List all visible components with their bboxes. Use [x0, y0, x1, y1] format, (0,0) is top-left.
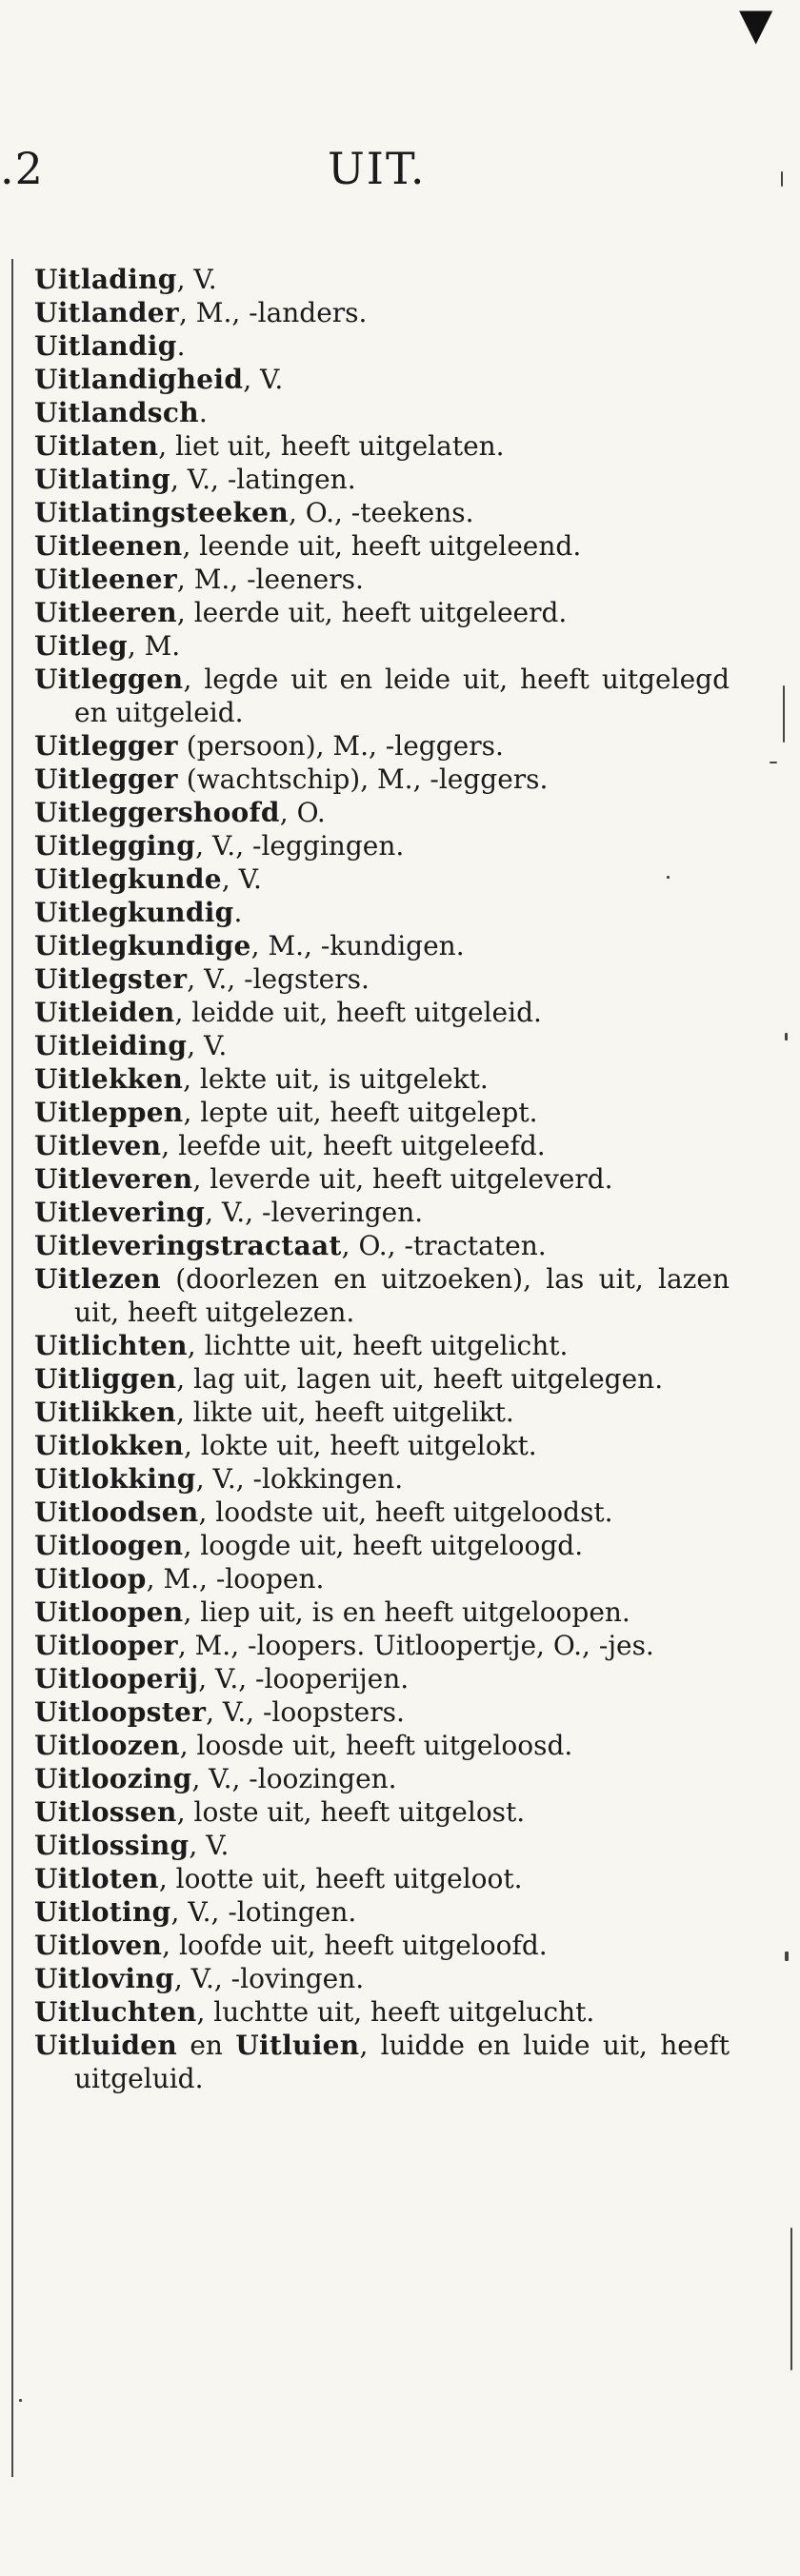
corner-mark: ▼	[739, 0, 773, 50]
entry-definition: , lepte uit, heeft uitgelept.	[183, 1097, 538, 1128]
dictionary-entry	[34, 1329, 730, 1362]
entry-definition: , O., -tractaten.	[341, 1230, 547, 1261]
entry-definition: , M., -loopers. Uitloopertje, O., -jes.	[177, 1630, 654, 1661]
entry-headword: Uitloogen	[34, 1530, 184, 1561]
dictionary-entry	[34, 296, 730, 329]
entry-headword: Uitlegkundige	[34, 930, 251, 961]
entry-definition: , lootte uit, heeft uitgeloot.	[158, 1863, 523, 1894]
entry-headword: Uitlander	[34, 297, 179, 328]
entry-headword: Uitliggen	[34, 1363, 177, 1395]
entry-headword: Uitloopen	[34, 1596, 184, 1628]
dictionary-entry	[34, 529, 730, 563]
entry-definition: , lag uit, lagen uit, heeft uitgelegen.	[176, 1363, 664, 1395]
entry-definition: , V.	[221, 863, 262, 895]
entry-headword: Uitloting	[34, 1896, 171, 1928]
entry-definition: , V.	[189, 1830, 230, 1861]
entry-headword: Uitlooperij	[34, 1663, 199, 1694]
dictionary-entry	[34, 329, 730, 363]
entry-headword: Uitleggen	[34, 664, 184, 695]
left-margin-rule	[11, 259, 13, 2477]
dictionary-entry	[34, 1096, 730, 1129]
entry-definition: , lokte uit, heeft uitgelokt.	[183, 1430, 537, 1461]
entry-headword: Uitlekken	[34, 1063, 184, 1095]
entry-headword: Uitluiden	[34, 2030, 178, 2061]
entry-definition: , V., -leveringen.	[205, 1197, 424, 1228]
entry-definition: , loosde uit, heeft uitgeloosd.	[179, 1730, 573, 1761]
dictionary-entry	[34, 1695, 730, 1729]
entry-definition: .	[198, 397, 208, 428]
entry-definition: , loogde uit, heeft uitgeloogd.	[183, 1530, 584, 1561]
entry-definition: , leerde uit, heeft uitgeleerd.	[176, 597, 568, 628]
entry-headword: Uitlandsch	[34, 397, 199, 428]
dictionary-entry	[34, 1862, 730, 1895]
ink-speck	[19, 2399, 22, 2402]
dictionary-entry	[34, 629, 730, 663]
entry-definition: , lichtte uit, heeft uitgelicht.	[187, 1330, 569, 1361]
dictionary-entry	[34, 1029, 730, 1062]
dictionary-entry	[34, 1129, 730, 1162]
running-head: UIT.	[328, 143, 427, 194]
entry-definition: , V., -loopsters.	[206, 1696, 405, 1728]
dictionary-entry	[34, 1496, 730, 1529]
entry-headword: Uitlegster	[34, 963, 188, 995]
entry-definition: (wachtschip), M., -leggers.	[177, 763, 549, 795]
ink-speck	[785, 1952, 789, 1961]
entry-headword: Uitleven	[34, 1130, 162, 1161]
entry-headword: Uitlaten	[34, 430, 159, 462]
entry-definition: , loofde uit, heeft uitgeloofd.	[162, 1930, 548, 1961]
entry-definition: (persoon), M., -leggers.	[177, 730, 504, 762]
entry-headword: Uitleveringstractaat	[34, 1230, 342, 1261]
dictionary-entry	[34, 496, 730, 529]
entry-definition: , liet uit, heeft uitgelaten.	[158, 430, 505, 462]
entry-headword: Uitloop	[34, 1563, 147, 1595]
entry-headword: Uitlandig	[34, 330, 177, 362]
entry-definition: , V., -lotingen.	[170, 1896, 357, 1928]
dictionary-entry	[34, 929, 730, 962]
entry-definition: , V., -leggingen.	[195, 830, 405, 862]
ink-speck	[781, 171, 783, 187]
entry-headword: Uitloten	[34, 1863, 159, 1894]
entry-definition: , O., -teekens.	[288, 497, 474, 528]
entry-headword: Uitloopster	[34, 1696, 207, 1728]
entry-headword: Uitleg	[34, 630, 128, 662]
entry-definition: , M., -loopen.	[146, 1563, 325, 1595]
entry-headword: Uitlegkunde	[34, 863, 222, 895]
entry-definition: , loodste uit, heeft uitgeloodst.	[198, 1496, 613, 1528]
dictionary-entry	[34, 1062, 730, 1096]
dictionary-entry	[34, 1462, 730, 1496]
dictionary-entry	[34, 1396, 730, 1429]
dictionary-entry	[34, 1529, 730, 1562]
dictionary-entry	[34, 1729, 730, 1762]
entry-definition: , V.	[243, 364, 284, 395]
dictionary-entry	[34, 1762, 730, 1795]
entry-definition: , liep uit, is en heeft uitgeloopen.	[183, 1596, 630, 1628]
entry-definition: , likte uit, heeft uitgelikt.	[175, 1397, 514, 1428]
entry-definition: , lekte uit, is uitgelekt.	[183, 1063, 489, 1095]
entry-headword: Uitlokken	[34, 1430, 184, 1461]
entry-definition: , luchtte uit, heeft uitgelucht.	[196, 1996, 595, 2028]
entry-headword: Uitlokking	[34, 1463, 196, 1495]
dictionary-entry	[34, 1362, 730, 1396]
entry-definition: , V., -lovingen.	[173, 1963, 365, 1994]
entry-headword: Uitlevering	[34, 1197, 206, 1228]
dictionary-entry	[34, 729, 730, 763]
entry-definition-secondary: , luidde en luide uit, heeft uitgeluid.	[74, 2030, 730, 2094]
entry-headword: Uitloodsen	[34, 1496, 199, 1528]
entry-definition: , leidde uit, heeft uitgeleid.	[174, 997, 542, 1028]
entry-definition: , leverde uit, heeft uitgeleverd.	[192, 1163, 613, 1195]
entry-headword: Uitleveren	[34, 1163, 193, 1195]
entry-definition: , O.	[279, 797, 326, 828]
dictionary-entry	[34, 1662, 730, 1695]
dictionary-entry	[34, 429, 730, 463]
entry-headword: Uitloozing	[34, 1763, 192, 1794]
dictionary-entry	[34, 396, 730, 429]
dictionary-entry	[34, 563, 730, 596]
entry-headword: Uitloozen	[34, 1730, 180, 1761]
entry-headword: Uitleppen	[34, 1097, 184, 1128]
entry-definition: , loste uit, heeft uitgelost.	[176, 1796, 526, 1828]
dictionary-entry	[34, 896, 730, 929]
entry-headword-secondary: Uitluien	[235, 2030, 360, 2061]
entry-headword: Uitlegger	[34, 763, 178, 795]
entry-definition: , V., -lokkingen.	[195, 1463, 404, 1495]
entry-headword: Uitleenen	[34, 530, 183, 562]
entry-headword: Uitlegger	[34, 730, 178, 762]
ink-speck	[770, 762, 777, 763]
dictionary-entry	[34, 596, 730, 629]
dictionary-entry	[34, 1196, 730, 1229]
entry-definition: , leefde uit, heeft uitgeleefd.	[161, 1130, 546, 1161]
dictionary-entry	[34, 996, 730, 1029]
entry-definition: , V., -loozingen.	[191, 1763, 397, 1794]
dictionary-entry	[34, 1829, 730, 1862]
entry-headword: Uitlossing	[34, 1830, 190, 1861]
entry-definition: , M., -leeners.	[176, 564, 364, 595]
dictionary-entry	[34, 263, 730, 296]
dictionary-entry-list	[34, 263, 730, 2095]
entry-headword: Uitlossen	[34, 1796, 177, 1828]
dictionary-entry	[34, 1262, 730, 1329]
entry-headword: Uitloven	[34, 1930, 163, 1961]
dictionary-entry	[34, 363, 730, 396]
ink-speck	[790, 2228, 792, 2370]
dictionary-entry	[34, 1929, 730, 1962]
dictionary-entry	[34, 962, 730, 996]
entry-headword: Uitleiden	[34, 997, 175, 1028]
entry-headword: Uitlating	[34, 464, 170, 495]
entry-headword: Uitluchten	[34, 1996, 197, 2028]
entry-headword: Uitleeren	[34, 597, 177, 628]
entry-definition: , M., -landers.	[178, 297, 368, 328]
dictionary-entry	[34, 463, 730, 496]
entry-definition: (doorlezen en uitzoeken), las uit, lazen uit, heeft uitgelezen.	[74, 1263, 730, 1328]
entry-definition: , M.	[127, 630, 181, 662]
entry-definition: , V., -looperijen.	[198, 1663, 410, 1694]
dictionary-entry	[34, 1895, 730, 1929]
entry-headword: Uitlikken	[34, 1397, 176, 1428]
entry-definition: , legde uit en leide uit, heeft uitgelegd en uitgeleid.	[74, 664, 730, 728]
entry-headword: Uitleener	[34, 564, 177, 595]
entry-definition: .	[176, 330, 186, 362]
entry-definition: , V., -legsters.	[187, 963, 370, 995]
entry-definition: , V., -latingen.	[170, 464, 356, 495]
dictionary-entry	[34, 1229, 730, 1262]
dictionary-entry	[34, 763, 730, 796]
dictionary-entry	[34, 1162, 730, 1196]
entry-headword: Uitlandigheid	[34, 364, 244, 395]
dictionary-entry	[34, 1562, 730, 1595]
dictionary-entry	[34, 1595, 730, 1629]
entry-headword: Uitlezen	[34, 1263, 161, 1295]
page-number: .2	[0, 143, 44, 194]
dictionary-entry	[34, 1995, 730, 2029]
entry-definition: , leende uit, heeft uitgeleend.	[182, 530, 582, 562]
dictionary-entry	[34, 1629, 730, 1662]
entry-definition: , V.	[176, 264, 217, 295]
entry-definition: en	[177, 2030, 236, 2061]
entry-headword: Uitlichten	[34, 1330, 188, 1361]
entry-headword: Uitloving	[34, 1963, 174, 1994]
dictionary-entry	[34, 796, 730, 829]
entry-headword: Uitlading	[34, 264, 177, 295]
dictionary-entry	[34, 663, 730, 729]
ink-speck	[783, 685, 785, 743]
entry-headword: Uitlegging	[34, 830, 196, 862]
entry-headword: Uitlatingsteeken	[34, 497, 289, 528]
entry-headword: Uitlooper	[34, 1630, 178, 1661]
entry-headword: Uitlegkundig	[34, 897, 234, 928]
entry-headword: Uitleiding	[34, 1030, 188, 1061]
entry-definition: , M., -kundigen.	[250, 930, 465, 961]
entry-definition: , V.	[187, 1030, 228, 1061]
entry-headword: Uitleggershoofd	[34, 797, 280, 828]
dictionary-entry	[34, 829, 730, 862]
ink-speck	[785, 1033, 788, 1040]
entry-definition: .	[233, 897, 243, 928]
dictionary-entry	[34, 1962, 730, 1995]
dictionary-entry	[34, 2029, 730, 2095]
dictionary-entry	[34, 862, 730, 896]
dictionary-entry	[34, 1795, 730, 1829]
dictionary-entry	[34, 1429, 730, 1462]
